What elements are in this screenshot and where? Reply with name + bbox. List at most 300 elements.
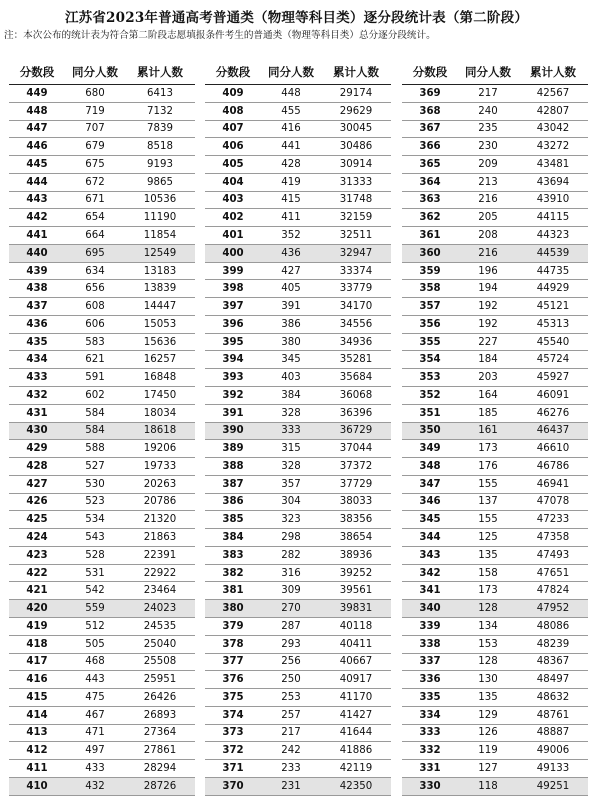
table-row bbox=[9, 600, 195, 618]
score-cell: 429 bbox=[26, 443, 48, 455]
score-cell: 367 bbox=[419, 123, 441, 135]
score-cell: 388 bbox=[222, 460, 244, 472]
cumulative-cell: 44929 bbox=[536, 283, 570, 295]
score-cell: 415 bbox=[26, 691, 48, 703]
same-count-cell: 256 bbox=[281, 656, 301, 668]
table-row bbox=[9, 174, 195, 192]
same-count-cell: 380 bbox=[281, 336, 301, 348]
same-count-cell: 543 bbox=[85, 532, 105, 544]
score-cell: 338 bbox=[419, 638, 441, 650]
cumulative-cell: 22391 bbox=[143, 549, 177, 561]
cumulative-cell: 48761 bbox=[536, 709, 570, 721]
score-cell: 432 bbox=[26, 389, 48, 401]
table-row bbox=[9, 405, 195, 423]
table-row bbox=[402, 440, 588, 458]
score-cell: 375 bbox=[222, 691, 244, 703]
score-cell: 416 bbox=[26, 674, 48, 686]
cumulative-cell: 20786 bbox=[143, 496, 177, 508]
same-count-cell: 119 bbox=[478, 745, 498, 757]
score-cell: 344 bbox=[419, 532, 441, 544]
table-row bbox=[205, 778, 391, 796]
table-row bbox=[9, 263, 195, 281]
table-row bbox=[402, 707, 588, 725]
same-count-cell: 126 bbox=[478, 727, 498, 739]
table-row bbox=[402, 138, 588, 156]
score-cell: 396 bbox=[222, 318, 244, 330]
same-count-cell: 471 bbox=[85, 727, 105, 739]
cumulative-cell: 46610 bbox=[536, 443, 570, 455]
table-row bbox=[9, 707, 195, 725]
same-count-cell: 384 bbox=[281, 389, 301, 401]
cumulative-cell: 42119 bbox=[339, 762, 373, 774]
cumulative-cell: 26426 bbox=[143, 691, 177, 703]
table-row bbox=[205, 334, 391, 352]
score-cell: 349 bbox=[419, 443, 441, 455]
same-count-cell: 542 bbox=[85, 585, 105, 597]
cumulative-cell: 37044 bbox=[339, 443, 373, 455]
score-cell: 435 bbox=[26, 336, 48, 348]
cumulative-cell: 34170 bbox=[339, 301, 373, 313]
same-count-cell: 250 bbox=[281, 674, 301, 686]
score-cell: 417 bbox=[26, 656, 48, 668]
table-row bbox=[205, 263, 391, 281]
cumulative-cell: 14447 bbox=[143, 301, 177, 313]
header-score: 分数段 bbox=[412, 65, 448, 79]
cumulative-cell: 46437 bbox=[536, 425, 570, 437]
same-count-cell: 527 bbox=[85, 460, 105, 472]
cumulative-cell: 45540 bbox=[536, 336, 570, 348]
score-cell: 346 bbox=[419, 496, 441, 508]
table-row bbox=[9, 156, 195, 174]
table-row bbox=[402, 192, 588, 210]
cumulative-cell: 44115 bbox=[536, 212, 570, 224]
score-cell: 419 bbox=[26, 620, 48, 632]
header-same-count: 同分人数 bbox=[465, 65, 511, 79]
score-cell: 365 bbox=[419, 158, 441, 170]
score-cell: 422 bbox=[26, 567, 48, 579]
cumulative-cell: 9865 bbox=[147, 176, 173, 188]
cumulative-cell: 34556 bbox=[339, 318, 373, 330]
same-count-cell: 155 bbox=[478, 478, 498, 490]
same-count-cell: 654 bbox=[85, 212, 105, 224]
same-count-cell: 679 bbox=[85, 141, 105, 153]
cumulative-cell: 15053 bbox=[143, 318, 177, 330]
table-row bbox=[9, 778, 195, 796]
same-count-cell: 606 bbox=[85, 318, 105, 330]
cumulative-cell: 39831 bbox=[339, 603, 373, 615]
score-cell: 404 bbox=[222, 176, 244, 188]
cumulative-cell: 17450 bbox=[143, 389, 177, 401]
table-row bbox=[9, 742, 195, 760]
score-cell: 437 bbox=[26, 301, 48, 313]
cumulative-cell: 41886 bbox=[339, 745, 373, 757]
same-count-cell: 416 bbox=[281, 123, 301, 135]
same-count-cell: 233 bbox=[281, 762, 301, 774]
table-row bbox=[9, 298, 195, 316]
cumulative-cell: 30486 bbox=[339, 141, 373, 153]
score-cell: 372 bbox=[222, 745, 244, 757]
same-count-cell: 298 bbox=[281, 532, 301, 544]
same-count-cell: 357 bbox=[281, 478, 301, 490]
table-row bbox=[402, 671, 588, 689]
score-cell: 414 bbox=[26, 709, 48, 721]
table-row bbox=[402, 458, 588, 476]
score-cell: 356 bbox=[419, 318, 441, 330]
same-count-cell: 328 bbox=[281, 407, 301, 419]
same-count-cell: 531 bbox=[85, 567, 105, 579]
cumulative-cell: 31748 bbox=[339, 194, 373, 206]
same-count-cell: 135 bbox=[478, 691, 498, 703]
score-cell: 400 bbox=[222, 247, 244, 259]
cumulative-cell: 37729 bbox=[339, 478, 373, 490]
same-count-cell: 443 bbox=[85, 674, 105, 686]
table-row bbox=[402, 725, 588, 743]
cumulative-cell: 47078 bbox=[536, 496, 570, 508]
table-row bbox=[402, 263, 588, 281]
same-count-cell: 192 bbox=[478, 301, 498, 313]
cumulative-cell: 23464 bbox=[143, 585, 177, 597]
same-count-cell: 125 bbox=[478, 532, 498, 544]
same-count-cell: 333 bbox=[281, 425, 301, 437]
same-count-cell: 128 bbox=[478, 603, 498, 615]
cumulative-cell: 47824 bbox=[536, 585, 570, 597]
same-count-cell: 203 bbox=[478, 372, 498, 384]
cumulative-cell: 9193 bbox=[147, 158, 173, 170]
same-count-cell: 134 bbox=[478, 620, 498, 632]
cumulative-cell: 32511 bbox=[339, 230, 373, 241]
cumulative-cell: 47952 bbox=[536, 603, 570, 615]
table-row bbox=[402, 636, 588, 654]
score-cell: 336 bbox=[419, 674, 441, 686]
score-cell: 374 bbox=[222, 709, 244, 721]
cumulative-cell: 24023 bbox=[143, 603, 177, 615]
cumulative-cell: 18618 bbox=[143, 425, 177, 437]
cumulative-cell: 48086 bbox=[536, 620, 570, 632]
same-count-cell: 127 bbox=[478, 762, 498, 774]
table-row bbox=[402, 245, 588, 263]
table-row bbox=[205, 85, 391, 103]
same-count-cell: 323 bbox=[281, 514, 301, 526]
score-cell: 366 bbox=[419, 141, 441, 153]
cumulative-cell: 46941 bbox=[536, 478, 570, 490]
score-cell: 427 bbox=[26, 478, 48, 490]
score-cell: 353 bbox=[419, 372, 441, 384]
table-row bbox=[402, 476, 588, 494]
cumulative-cell: 34936 bbox=[339, 336, 373, 348]
score-cell: 363 bbox=[419, 194, 441, 206]
cumulative-cell: 28294 bbox=[143, 762, 177, 774]
cumulative-cell: 38356 bbox=[339, 514, 373, 526]
score-cell: 370 bbox=[222, 780, 244, 792]
score-cell: 389 bbox=[222, 443, 244, 455]
same-count-cell: 436 bbox=[281, 247, 301, 259]
cumulative-cell: 45724 bbox=[536, 354, 570, 366]
same-count-cell: 137 bbox=[478, 496, 498, 508]
score-table-block-1 bbox=[9, 60, 195, 796]
table-row bbox=[205, 121, 391, 139]
cumulative-cell: 30914 bbox=[339, 158, 373, 170]
score-cell: 345 bbox=[419, 514, 441, 526]
table-row bbox=[9, 458, 195, 476]
table-row bbox=[205, 440, 391, 458]
score-cell: 408 bbox=[222, 105, 244, 117]
page-title: 江苏省2023年普通高考普通类（物理等科目类）逐分段统计表（第二阶段） bbox=[64, 10, 529, 26]
table-row bbox=[9, 636, 195, 654]
score-cell: 399 bbox=[222, 265, 244, 277]
cumulative-cell: 40118 bbox=[339, 620, 373, 632]
same-count-cell: 559 bbox=[85, 603, 105, 615]
same-count-cell: 345 bbox=[281, 354, 301, 366]
header-same-count: 同分人数 bbox=[72, 65, 118, 79]
table-row bbox=[402, 369, 588, 387]
table-row bbox=[9, 423, 195, 441]
cumulative-cell: 43910 bbox=[536, 194, 570, 206]
table-row bbox=[205, 227, 391, 245]
table-header bbox=[205, 60, 391, 85]
cumulative-cell: 47358 bbox=[536, 532, 570, 544]
score-cell: 440 bbox=[26, 247, 48, 259]
cumulative-cell: 44539 bbox=[536, 247, 570, 259]
same-count-cell: 173 bbox=[478, 585, 498, 597]
same-count-cell: 173 bbox=[478, 443, 498, 455]
score-cell: 447 bbox=[26, 123, 48, 135]
table-row bbox=[9, 689, 195, 707]
table-row bbox=[9, 369, 195, 387]
table-row bbox=[205, 529, 391, 547]
same-count-cell: 282 bbox=[281, 549, 301, 561]
same-count-cell: 656 bbox=[85, 283, 105, 295]
same-count-cell: 664 bbox=[85, 230, 105, 241]
same-count-cell: 270 bbox=[281, 603, 301, 615]
table-row bbox=[9, 494, 195, 512]
same-count-cell: 528 bbox=[85, 549, 105, 561]
score-cell: 341 bbox=[419, 585, 441, 597]
score-cell: 332 bbox=[419, 745, 441, 757]
same-count-cell: 216 bbox=[478, 194, 498, 206]
same-count-cell: 253 bbox=[281, 691, 301, 703]
table-row bbox=[205, 742, 391, 760]
header-score: 分数段 bbox=[19, 65, 55, 79]
same-count-cell: 231 bbox=[281, 780, 301, 792]
cumulative-cell: 40917 bbox=[339, 674, 373, 686]
same-count-cell: 512 bbox=[85, 620, 105, 632]
score-cell: 446 bbox=[26, 141, 48, 153]
table-row bbox=[9, 351, 195, 369]
score-cell: 448 bbox=[26, 105, 48, 117]
same-count-cell: 584 bbox=[85, 425, 105, 437]
table-row bbox=[402, 280, 588, 298]
same-count-cell: 185 bbox=[478, 407, 498, 419]
table-row bbox=[205, 209, 391, 227]
same-count-cell: 419 bbox=[281, 176, 301, 188]
score-cell: 373 bbox=[222, 727, 244, 739]
cumulative-cell: 37372 bbox=[339, 460, 373, 472]
table-row bbox=[205, 494, 391, 512]
score-table-block-2 bbox=[205, 60, 391, 796]
score-cell: 355 bbox=[419, 336, 441, 348]
same-count-cell: 707 bbox=[85, 123, 105, 135]
table-row bbox=[205, 156, 391, 174]
same-count-cell: 432 bbox=[85, 780, 105, 792]
table-note: 注：本次公布的统计表为符合第二阶段志愿填报条件考生的普通类（物理等科目类）总分逐分段统计。 bbox=[4, 30, 436, 41]
same-count-cell: 352 bbox=[281, 230, 301, 241]
cumulative-cell: 40411 bbox=[339, 638, 373, 650]
table-row bbox=[205, 351, 391, 369]
same-count-cell: 309 bbox=[281, 585, 301, 597]
score-cell: 368 bbox=[419, 105, 441, 117]
table-row bbox=[205, 618, 391, 636]
score-cell: 354 bbox=[419, 354, 441, 366]
score-cell: 376 bbox=[222, 674, 244, 686]
cumulative-cell: 42807 bbox=[536, 105, 570, 117]
table-row bbox=[205, 423, 391, 441]
same-count-cell: 671 bbox=[85, 194, 105, 206]
cumulative-cell: 20263 bbox=[143, 478, 177, 490]
score-cell: 371 bbox=[222, 762, 244, 774]
score-cell: 361 bbox=[419, 230, 441, 241]
score-cell: 360 bbox=[419, 247, 441, 259]
same-count-cell: 433 bbox=[85, 762, 105, 774]
table-row bbox=[402, 547, 588, 565]
cumulative-cell: 6413 bbox=[147, 87, 173, 99]
score-cell: 391 bbox=[222, 407, 244, 419]
table-row bbox=[402, 423, 588, 441]
table-row bbox=[402, 529, 588, 547]
cumulative-cell: 22922 bbox=[143, 567, 177, 579]
table-row bbox=[402, 582, 588, 600]
same-count-cell: 216 bbox=[478, 247, 498, 259]
cumulative-cell: 33779 bbox=[339, 283, 373, 295]
score-cell: 352 bbox=[419, 389, 441, 401]
table-row bbox=[402, 760, 588, 778]
cumulative-cell: 35281 bbox=[339, 354, 373, 366]
table-row bbox=[402, 121, 588, 139]
table-row bbox=[9, 316, 195, 334]
table-row bbox=[402, 405, 588, 423]
cumulative-cell: 21320 bbox=[143, 514, 177, 526]
score-cell: 377 bbox=[222, 656, 244, 668]
table-row bbox=[9, 440, 195, 458]
score-cell: 348 bbox=[419, 460, 441, 472]
cumulative-cell: 32947 bbox=[339, 247, 373, 259]
score-cell: 423 bbox=[26, 549, 48, 561]
table-body bbox=[402, 85, 588, 796]
score-cell: 390 bbox=[222, 425, 244, 437]
cumulative-cell: 7132 bbox=[147, 105, 173, 117]
cumulative-cell: 38654 bbox=[339, 532, 373, 544]
table-row bbox=[205, 671, 391, 689]
table-row bbox=[205, 298, 391, 316]
table-row bbox=[9, 334, 195, 352]
cumulative-cell: 41427 bbox=[339, 709, 373, 721]
same-count-cell: 118 bbox=[478, 780, 498, 792]
table-row bbox=[402, 316, 588, 334]
same-count-cell: 196 bbox=[478, 265, 498, 277]
same-count-cell: 316 bbox=[281, 567, 301, 579]
cumulative-cell: 25951 bbox=[143, 674, 177, 686]
score-cell: 409 bbox=[222, 87, 244, 99]
table-row bbox=[402, 209, 588, 227]
same-count-cell: 328 bbox=[281, 460, 301, 472]
same-count-cell: 695 bbox=[85, 247, 105, 259]
header-score: 分数段 bbox=[215, 65, 251, 79]
table-row bbox=[205, 725, 391, 743]
same-count-cell: 194 bbox=[478, 283, 498, 295]
table-row bbox=[205, 174, 391, 192]
table-row bbox=[205, 547, 391, 565]
score-cell: 380 bbox=[222, 603, 244, 615]
same-count-cell: 155 bbox=[478, 514, 498, 526]
cumulative-cell: 11854 bbox=[143, 230, 177, 241]
same-count-cell: 217 bbox=[281, 727, 301, 739]
score-cell: 395 bbox=[222, 336, 244, 348]
same-count-cell: 208 bbox=[478, 230, 498, 241]
table-row bbox=[205, 689, 391, 707]
cumulative-cell: 41170 bbox=[339, 691, 373, 703]
score-cell: 413 bbox=[26, 727, 48, 739]
same-count-cell: 227 bbox=[478, 336, 498, 348]
table-row bbox=[9, 103, 195, 121]
cumulative-cell: 36396 bbox=[339, 407, 373, 419]
table-row bbox=[205, 707, 391, 725]
same-count-cell: 448 bbox=[281, 87, 301, 99]
table-row bbox=[9, 85, 195, 103]
same-count-cell: 386 bbox=[281, 318, 301, 330]
same-count-cell: 158 bbox=[478, 567, 498, 579]
table-row bbox=[402, 618, 588, 636]
cumulative-cell: 42350 bbox=[339, 780, 373, 792]
cumulative-cell: 31333 bbox=[339, 176, 373, 188]
score-cell: 394 bbox=[222, 354, 244, 366]
score-cell: 378 bbox=[222, 638, 244, 650]
same-count-cell: 455 bbox=[281, 105, 301, 117]
score-cell: 337 bbox=[419, 656, 441, 668]
same-count-cell: 427 bbox=[281, 265, 301, 277]
same-count-cell: 304 bbox=[281, 496, 301, 508]
score-cell: 434 bbox=[26, 354, 48, 366]
score-table-block-3 bbox=[402, 60, 588, 796]
table-row bbox=[402, 387, 588, 405]
score-cell: 411 bbox=[26, 762, 48, 774]
score-cell: 420 bbox=[26, 603, 48, 615]
cumulative-cell: 45121 bbox=[536, 301, 570, 313]
same-count-cell: 497 bbox=[85, 745, 105, 757]
same-count-cell: 415 bbox=[281, 194, 301, 206]
table-row bbox=[402, 689, 588, 707]
same-count-cell: 530 bbox=[85, 478, 105, 490]
table-row bbox=[9, 511, 195, 529]
score-cell: 334 bbox=[419, 709, 441, 721]
table-row bbox=[402, 351, 588, 369]
cumulative-cell: 13183 bbox=[143, 265, 177, 277]
score-cell: 385 bbox=[222, 514, 244, 526]
score-cell: 333 bbox=[419, 727, 441, 739]
score-cell: 343 bbox=[419, 549, 441, 561]
same-count-cell: 505 bbox=[85, 638, 105, 650]
cumulative-cell: 16257 bbox=[143, 354, 177, 366]
table-row bbox=[205, 369, 391, 387]
score-cell: 424 bbox=[26, 532, 48, 544]
same-count-cell: 441 bbox=[281, 141, 301, 153]
same-count-cell: 583 bbox=[85, 336, 105, 348]
score-cell: 410 bbox=[26, 780, 48, 792]
cumulative-cell: 43481 bbox=[536, 158, 570, 170]
cumulative-cell: 36729 bbox=[339, 425, 373, 437]
score-cell: 403 bbox=[222, 194, 244, 206]
score-cell: 421 bbox=[26, 585, 48, 597]
cumulative-cell: 49006 bbox=[536, 745, 570, 757]
header-cumulative: 累计人数 bbox=[530, 65, 576, 79]
